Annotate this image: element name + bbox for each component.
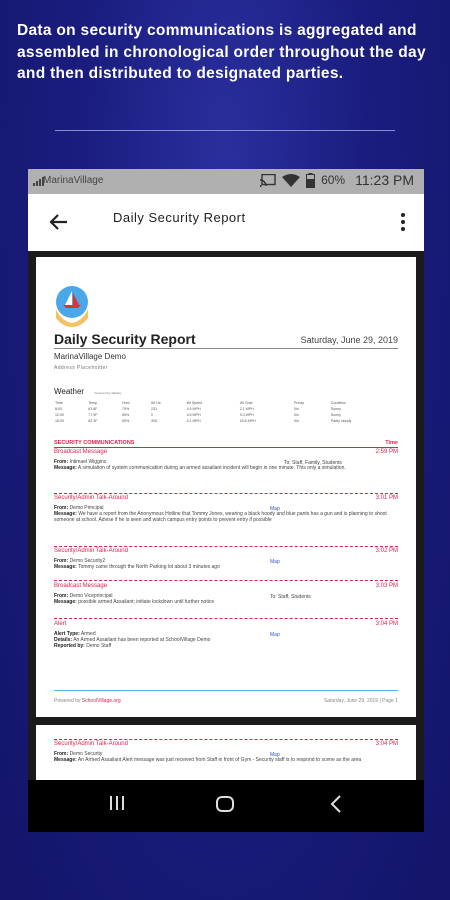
section-rule: [54, 447, 398, 448]
report-page-1: [36, 257, 416, 717]
message-title: Alert: [54, 621, 67, 627]
weather-row: [54, 418, 398, 424]
message-time: 3:04 PM: [375, 741, 398, 747]
message-text: A simulation of system communication during an armed assailant incident will begin in one minute. This only a simulation.: [77, 465, 346, 472]
message-label: Message:: [54, 511, 77, 518]
weather-table: [54, 400, 398, 424]
message-time: 3:02 PM: [375, 548, 398, 554]
from-label: From:: [54, 751, 69, 757]
wifi-icon: [282, 174, 300, 187]
battery-percent: 60%: [321, 173, 346, 187]
message-text: We have a report from the Anonymous Hotline that Tommy Jones, wearing a black hoody and blue pants has a gun and is planning to shoot someone at school. Advise if he is seen and watch campus entry points to prevent entry if possible: [54, 511, 387, 524]
back-nav-icon[interactable]: [328, 794, 344, 814]
back-arrow-icon[interactable]: [48, 211, 70, 233]
weather-cell: Sunny: [330, 413, 341, 417]
weather-cell: 16:00: [55, 419, 64, 423]
more-options-icon[interactable]: [400, 212, 406, 232]
message-title: Broadcast Message: [54, 449, 108, 455]
weather-header: Wi Dir: [151, 401, 161, 405]
message-entry: [54, 449, 398, 471]
weather-cell: 55%: [122, 413, 130, 417]
caption-text: Data on security communications is aggregated and assembled in chronological order throughout the day and then distributed to designated parties.: [17, 22, 426, 82]
weather-header: Wi Speed: [186, 401, 203, 405]
footer-page-info: Saturday, June 29, 2019 | Page 1: [323, 698, 398, 704]
message-entry: [54, 741, 398, 763]
message-time: 2:59 PM: [375, 449, 398, 455]
message-time: 3:03 PM: [375, 583, 398, 589]
message-label: Message:: [54, 757, 77, 764]
map-link[interactable]: Map: [270, 506, 280, 512]
message-title: Security/Admin Talk-Around: [54, 741, 128, 747]
schoolvillage-logo: [53, 285, 91, 327]
map-link[interactable]: Map: [270, 559, 280, 565]
weather-cell: 0in: [293, 407, 299, 411]
message-from: Demo Viceprincipal: [69, 593, 113, 599]
weather-cell: 9.3 MPH: [239, 413, 254, 417]
message-divider: [54, 546, 398, 547]
message-entry: [54, 548, 398, 570]
message-divider: [54, 739, 398, 740]
weather-header: Temp: [88, 401, 97, 405]
reported-by: Demo Staff: [86, 643, 112, 650]
section-label: SECURITY COMMUNICATIONS: [54, 440, 135, 446]
from-label: From:: [54, 593, 69, 599]
message-title: Security/Admin Talk-Around: [54, 548, 128, 554]
message-from: Demo Security2: [69, 558, 106, 564]
weather-cell: 63.8F: [88, 407, 98, 411]
alert-details: An Armed Assailant has been reported at SchoolVillage Demo: [73, 637, 211, 644]
from-label: From:: [54, 459, 69, 465]
map-link[interactable]: Map: [270, 752, 280, 758]
status-bar: [28, 169, 424, 194]
weather-cell: 0in: [293, 419, 299, 423]
message-label: Message:: [54, 564, 77, 571]
message-text: Tommy came through the North Parking lot about 3 minutes ago: [78, 564, 220, 571]
app-bar: [28, 194, 424, 252]
recent-apps-icon[interactable]: [108, 794, 126, 812]
message-to: To: Staff, Family, Students: [284, 460, 342, 466]
weather-cell: 8:00: [55, 407, 62, 411]
weather-cell: 77.9F: [88, 413, 98, 417]
home-icon[interactable]: [215, 794, 235, 814]
message-text: possible armed Assailant; initiate lockdown until further notice: [78, 599, 215, 606]
title-rule: [54, 348, 398, 349]
weather-cell: 75%: [122, 407, 130, 411]
details-label: Details:: [54, 637, 73, 644]
weather-cell: 50%: [122, 419, 130, 423]
weather-section: [54, 381, 398, 424]
weather-cell: 12:00: [55, 413, 64, 417]
cast-icon: [260, 174, 276, 187]
message-title: Broadcast Message: [54, 583, 108, 589]
footer-rule: [54, 690, 398, 691]
message-from: Demo Principal: [69, 505, 104, 511]
divider: [55, 130, 395, 131]
from-label: From:: [54, 505, 69, 511]
weather-header: Hum: [122, 401, 130, 405]
phone-screenshot: [28, 169, 424, 832]
weather-powered-by: Powered by darksky: [94, 391, 122, 395]
weather-cell: 6.1 MPH: [186, 419, 201, 423]
footer-powered-by: [54, 698, 121, 704]
from-label: From:: [54, 558, 69, 564]
battery-icon: [306, 173, 315, 188]
report-date: Saturday, June 29, 2019: [300, 335, 398, 345]
android-nav-bar: [28, 780, 424, 832]
school-address: Address Placeholder: [54, 365, 108, 371]
weather-cell: Partly cloudy: [330, 419, 352, 423]
message-entry: [54, 583, 398, 605]
report-viewer[interactable]: [28, 251, 424, 780]
weather-header: Time: [55, 401, 63, 405]
message-divider: [54, 580, 398, 581]
weather-cell: 4.6 MPH: [186, 413, 201, 417]
reported-by-label: Reported by:: [54, 643, 85, 650]
weather-cell: 0: [151, 413, 153, 417]
map-link[interactable]: Map: [270, 632, 280, 638]
report-page-2: [36, 725, 416, 785]
weather-cell: 4.5 MPH: [186, 407, 201, 411]
weather-cell: 82.3F: [88, 419, 98, 423]
message-text: An Armed Assailant Alert message was just received from Staff in front of Gym - Security staff is to respond to scene as the area: [77, 757, 362, 764]
message-from: Intimael Wiggins: [69, 459, 107, 465]
weather-cell: 2.1 MPH: [239, 407, 254, 411]
weather-cell: 16.6 MPH: [239, 419, 256, 423]
app-bar-title: Daily Security Report: [113, 210, 246, 225]
alert-entry: [54, 621, 398, 650]
powered-by-label: Powered by: [54, 698, 81, 704]
security-communications-header: [54, 440, 398, 448]
weather-cell: 305: [151, 419, 157, 423]
weather-cell: 231: [151, 407, 157, 411]
report-title: Daily Security Report: [54, 331, 196, 347]
message-time: 3:01 PM: [375, 495, 398, 501]
carrier-name: MarinaVillage: [43, 175, 104, 186]
weather-header: Wi Gust: [239, 401, 253, 405]
weather-cell: Sunny: [330, 407, 341, 411]
alert-type: Armed: [80, 631, 96, 637]
message-from: Demo Security: [69, 751, 103, 757]
message-to: To: Staff, Students: [270, 594, 311, 600]
school-name: MarinaVillage Demo: [54, 352, 126, 361]
message-time: 3:04 PM: [375, 621, 398, 627]
weather-header: Condition: [330, 401, 346, 405]
message-title: Security/Admin Talk-Around: [54, 495, 128, 501]
weather-cell: 0in: [293, 413, 299, 417]
weather-title: Weather: [54, 387, 85, 396]
message-entry: [54, 495, 398, 524]
weather-header: Precip: [293, 401, 305, 405]
message-divider: [54, 493, 398, 494]
message-divider: [54, 618, 398, 619]
alert-type-label: Alert Type:: [54, 631, 80, 637]
message-label: Message:: [54, 465, 77, 472]
clock: 11:23 PM: [355, 172, 414, 188]
message-label: Message:: [54, 599, 77, 606]
section-time-label: Time: [385, 440, 398, 446]
footer-brand-link[interactable]: SchoolVillage.org: [81, 698, 121, 704]
